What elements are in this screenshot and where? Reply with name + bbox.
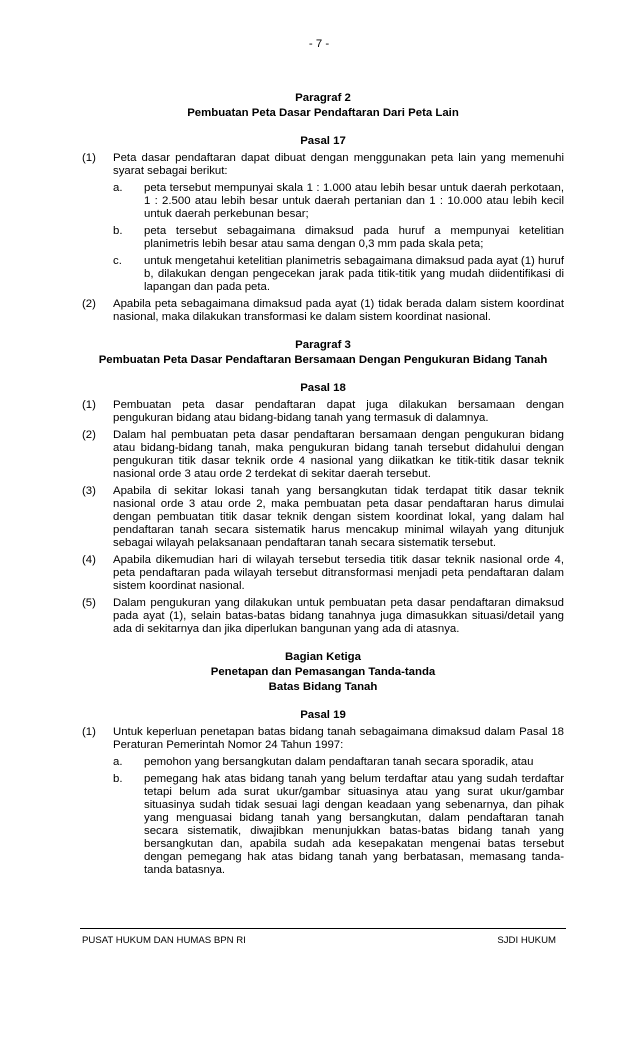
- bagian-ketiga-title-line-2: Batas Bidang Tanah: [268, 681, 378, 693]
- ayat-number: (4): [82, 554, 96, 566]
- paragraf-2-heading: Paragraf 2: [295, 92, 351, 104]
- pasal-18-ayat-2: [82, 429, 564, 481]
- ayat-number: (2): [82, 298, 96, 310]
- item-letter: a.: [113, 756, 123, 768]
- pasal-19-ayat-1: [82, 726, 564, 877]
- ayat-number: (3): [82, 485, 96, 497]
- pasal-19-heading: Pasal 19: [300, 709, 346, 721]
- ayat-text: Dalam hal pembuatan peta dasar pendaftaran bersamaan dengan pengukuran bidang atau bidang-bidang tanah, maka pengukuran bidang tanah tersebut didahului dengan pengukuran titik dasar teknik orde 4 nasional yang diikatkan ke titik-titik dasar teknik nasional orde 3 atau orde 2 terdekat di sekitar daerah tersebut.: [113, 429, 564, 480]
- ayat-text: Pembuatan peta dasar pendaftaran dapat juga dilakukan bersamaan dengan pengukuran bidang atau bidang-bidang tanah yang termasuk di dalamnya.: [113, 399, 564, 424]
- item-text: peta tersebut mempunyai skala 1 : 1.000 atau lebih besar untuk daerah perkotaan, 1 : 2.500 atau lebih besar untuk daerah pertanian dan 1 : 10.000 atau lebih kecil untuk daerah perkebunan besar;: [144, 182, 564, 220]
- page-number: - 7 -: [308, 38, 330, 50]
- item-letter: b.: [113, 773, 123, 785]
- item-letter: c.: [113, 255, 122, 267]
- list-item: [113, 225, 564, 251]
- footer-left-label: PUSAT HUKUM DAN HUMAS BPN RI: [82, 935, 246, 946]
- pasal-18-ayat-1: [82, 399, 564, 425]
- bagian-ketiga-title-line-1: Penetapan dan Pemasangan Tanda-tanda: [210, 666, 436, 678]
- ayat-number: (1): [82, 152, 96, 164]
- list-item: [113, 255, 564, 294]
- ayat-text: Peta dasar pendaftaran dapat dibuat dengan menggunakan peta lain yang memenuhi syarat sebagai berikut:: [113, 152, 564, 177]
- pasal-18-ayat-5: [82, 597, 564, 636]
- item-text: untuk mengetahui ketelitian planimetris sebagaimana dimaksud pada ayat (1) huruf b, dilakukan dengan pengecekan jarak pada titik-titik yang mudah diidentifikasi di lapangan dan pada peta.: [144, 255, 564, 293]
- paragraf-3-title: Pembuatan Peta Dasar Pendaftaran Bersamaan Dengan Pengukuran Bidang Tanah: [98, 354, 548, 366]
- ayat-text: Untuk keperluan penetapan batas bidang tanah sebagaimana dimaksud dalam Pasal 18 Peraturan Pemerintah Nomor 24 Tahun 1997:: [113, 726, 564, 751]
- ayat-number: (2): [82, 429, 96, 441]
- list-item: [113, 756, 564, 769]
- item-letter: a.: [113, 182, 123, 194]
- pasal-18-heading: Pasal 18: [300, 382, 346, 394]
- item-text: peta tersebut sebagaimana dimaksud pada huruf a mempunyai ketelitian planimetris lebih besar atau sama dengan 0,3 mm pada skala peta;: [144, 225, 564, 250]
- pasal-18-ayat-4: [82, 554, 564, 593]
- bagian-ketiga-heading: Bagian Ketiga: [285, 651, 361, 663]
- item-text: pemegang hak atas bidang tanah yang belum terdaftar atau yang sudah terdaftar tetapi belum ada surat ukur/gambar situasinya atau yang surat ukur/gambar situasinya sudah tidak sesuai lagi dengan keadaan yang sebenarnya, dan pihak yang menguasai bidang tanah yang bersangkutan, dalam pendaftaran tanah secara sistematik, diwajibkan menunjukkan batas-batas bidang tanah yang bersangkutan dan, apabila sudah ada kesepakatan mengenai batas tersebut dengan pemegang hak atas bidang tanah yang berbatasan, memasang tanda-tanda batasnya.: [144, 773, 564, 876]
- item-text: pemohon yang bersangkutan dalam pendaftaran tanah secara sporadik, atau: [144, 756, 534, 768]
- item-letter: b.: [113, 225, 123, 237]
- document-body: [82, 92, 564, 877]
- ayat-number: (5): [82, 597, 96, 609]
- pasal-17-ayat-1: [82, 152, 564, 294]
- list-item: [113, 182, 564, 221]
- ayat-text: Apabila peta sebagaimana dimaksud pada ayat (1) tidak berada dalam sistem koordinat nasional, maka dilakukan transformasi ke dalam sistem koordinat nasional.: [113, 298, 564, 323]
- paragraf-3-heading: Paragraf 3: [295, 339, 351, 351]
- ayat-number: (1): [82, 399, 96, 411]
- ayat-number: (1): [82, 726, 96, 738]
- pasal-17-heading: Pasal 17: [300, 135, 346, 147]
- ayat-text: Apabila di sekitar lokasi tanah yang bersangkutan tidak terdapat titik dasar teknik nasional orde 3 atau orde 2, maka pembuatan peta dasar pendaftaran harus dimulai dengan pembuatan titik dasar teknik dengan sistem koordinat lokal, yang dalam hal pendaftaran tanah secara sistematik harus mencakup minimal wilayah yang ditunjuk sebagai wilayah pelaksanaan pendaftaran tanah secara sistematik tersebut.: [113, 485, 564, 549]
- footer-right-label: SJDI HUKUM: [497, 935, 556, 946]
- paragraf-2-title: Pembuatan Peta Dasar Pendaftaran Dari Peta Lain: [187, 107, 459, 119]
- pasal-18-ayat-3: [82, 485, 564, 550]
- footer-divider: [80, 928, 566, 929]
- ayat-text: Dalam pengukuran yang dilakukan untuk pembuatan peta dasar pendaftaran dimaksud pada ayat (1), selain batas-batas bidang tanahnya juga dimasukkan situasi/detail yang ada di sekitarnya dan jika diperlukan bangunan yang ada di atasnya.: [113, 597, 564, 635]
- ayat-text: Apabila dikemudian hari di wilayah tersebut tersedia titik dasar teknik nasional orde 4, peta pendaftaran pada wilayah tersebut ditransformasi menjadi peta pendaftaran dalam sistem koordinat nasional.: [113, 554, 564, 592]
- list-item: [113, 773, 564, 877]
- pasal-17-ayat-2: [82, 298, 564, 324]
